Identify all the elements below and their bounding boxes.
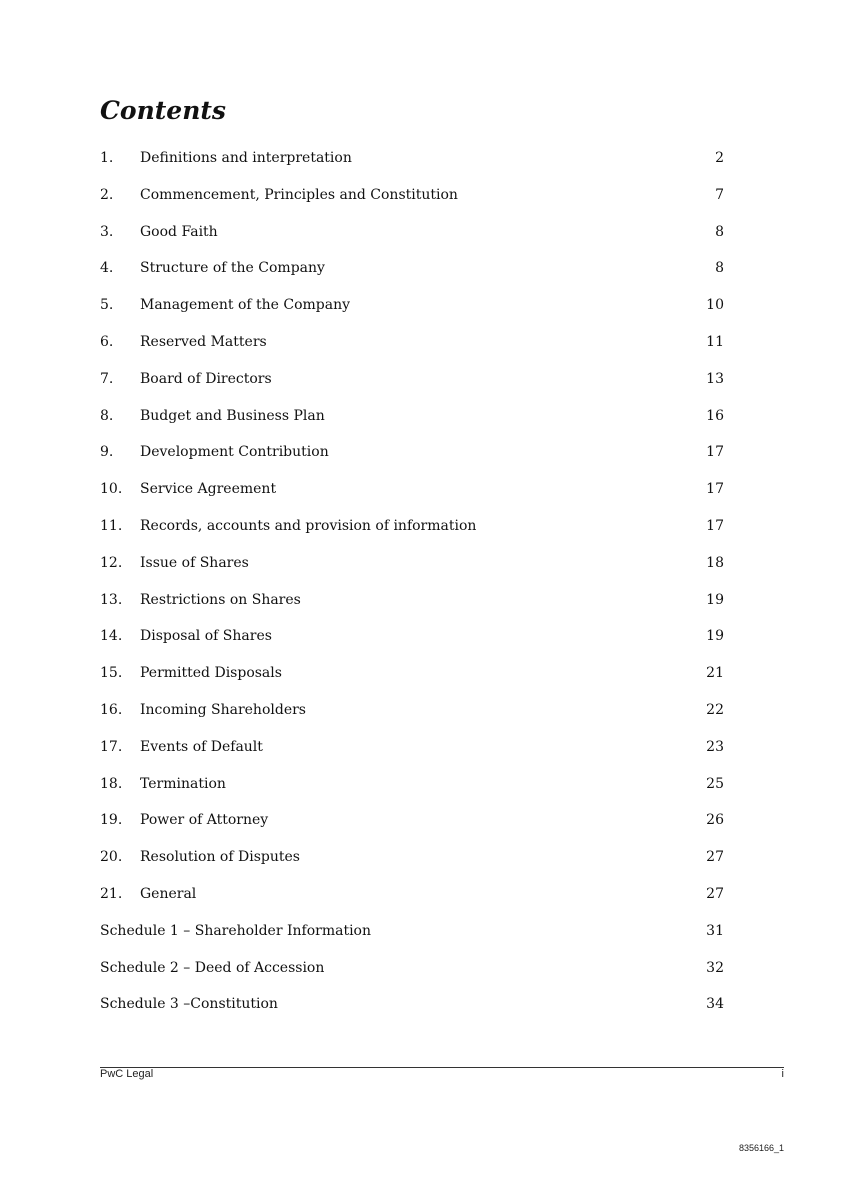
toc-entry[interactable]	[100, 692, 724, 729]
toc-entry[interactable]	[100, 545, 724, 582]
toc-entry-title: Structure of the Company	[140, 260, 325, 277]
toc-entry-page: 27	[706, 849, 724, 866]
document-reference: 8356166_1	[738, 1143, 784, 1153]
toc-entry-title: Records, accounts and provision of information	[140, 517, 477, 534]
toc-entry-page: 21	[706, 665, 724, 682]
toc-entry-page: 17	[706, 481, 724, 498]
toc-schedule-title: Schedule 3 –Constitution	[100, 996, 278, 1013]
toc-entry[interactable]	[100, 802, 724, 839]
toc-entry-number: 15.	[100, 665, 123, 682]
toc-schedule-title: Schedule 2 – Deed of Accession	[100, 959, 325, 976]
toc-schedule-entry[interactable]	[100, 986, 724, 1023]
toc-entry-number: 13.	[100, 591, 123, 608]
toc-entry-number: 2.	[100, 186, 114, 203]
toc-entry-title: Management of the Company	[140, 297, 351, 314]
toc-entry[interactable]	[100, 398, 724, 435]
toc-schedule-title: Schedule 1 – Shareholder Information	[100, 922, 371, 939]
toc-entry[interactable]	[100, 214, 724, 251]
toc-entry[interactable]	[100, 876, 724, 913]
toc-schedule-page: 31	[706, 922, 724, 939]
toc-entry-title: Termination	[140, 775, 226, 792]
footer-firm-name: PwC Legal	[100, 1068, 154, 1080]
toc-entry[interactable]	[100, 729, 724, 766]
toc-entry-number: 19.	[100, 812, 123, 829]
toc-entry-title: Reserved Matters	[140, 333, 267, 350]
toc-entry[interactable]	[100, 177, 724, 214]
toc-entry-page: 17	[706, 517, 724, 534]
toc-entry-title: Events of Default	[140, 738, 263, 755]
toc-entry[interactable]	[100, 839, 724, 876]
toc-entry-page: 13	[706, 370, 724, 387]
toc-entry-page: 22	[706, 701, 724, 718]
toc-entry-page: 27	[706, 885, 724, 902]
toc-entry-page: 8	[715, 260, 724, 277]
footer-page-number: i	[781, 1068, 784, 1080]
toc-schedule-page: 34	[706, 996, 724, 1013]
toc-entry-title: Disposal of Shares	[140, 628, 272, 645]
toc-entry-title: Restrictions on Shares	[140, 591, 301, 608]
toc-entry-number: 8.	[100, 407, 114, 424]
toc-entry-number: 5.	[100, 297, 114, 314]
toc-schedule-page: 32	[706, 959, 724, 976]
toc-entry-title: Incoming Shareholders	[140, 701, 306, 718]
toc-entry-title: Budget and Business Plan	[140, 407, 325, 424]
toc-entry-number: 20.	[100, 849, 123, 866]
toc-entry-title: Development Contribution	[140, 444, 329, 461]
toc-entry-page: 18	[706, 554, 724, 571]
toc-entry-page: 7	[715, 186, 724, 203]
toc-entry-page: 8	[715, 223, 724, 240]
toc-entry-number: 9.	[100, 444, 114, 461]
toc-entry-number: 10.	[100, 481, 123, 498]
toc-entry-page: 16	[706, 407, 724, 424]
toc-entry-number: 12.	[100, 554, 123, 571]
toc-entry-title: Board of Directors	[140, 370, 272, 387]
toc-entry-title: Resolution of Disputes	[140, 849, 300, 866]
toc-entry-page: 26	[706, 812, 724, 829]
toc-entry-number: 17.	[100, 738, 123, 755]
toc-entry-number: 6.	[100, 333, 114, 350]
toc-entry[interactable]	[100, 324, 724, 361]
toc-entry[interactable]	[100, 434, 724, 471]
toc-entry-page: 11	[706, 333, 724, 350]
toc-entry[interactable]	[100, 508, 724, 545]
toc-schedule-entry[interactable]	[100, 913, 724, 950]
toc-entry[interactable]	[100, 471, 724, 508]
toc-entry[interactable]	[100, 250, 724, 287]
toc-entry-number: 14.	[100, 628, 123, 645]
toc-entry-page: 25	[706, 775, 724, 792]
toc-entry-page: 2	[715, 150, 724, 166]
toc-entry[interactable]	[100, 766, 724, 803]
toc-entry-number: 18.	[100, 775, 123, 792]
toc-entry-page: 19	[706, 591, 724, 608]
toc-entry-title: Permitted Disposals	[140, 665, 282, 682]
toc-entry[interactable]	[100, 140, 724, 177]
toc-entry-title: Definitions and interpretation	[140, 150, 352, 166]
table-of-contents	[100, 140, 724, 1023]
toc-entry[interactable]	[100, 361, 724, 398]
toc-entry[interactable]	[100, 582, 724, 619]
toc-entry-title: General	[140, 885, 197, 902]
toc-entry-page: 23	[706, 738, 724, 755]
toc-entry-number: 3.	[100, 223, 114, 240]
toc-entry-title: Service Agreement	[140, 481, 277, 498]
toc-entry-title: Good Faith	[140, 223, 218, 240]
toc-entry-title: Commencement, Principles and Constitution	[140, 186, 458, 203]
toc-entry-title: Power of Attorney	[140, 812, 269, 829]
toc-entry-number: 11.	[100, 517, 123, 534]
page-title: Contents	[100, 96, 227, 125]
toc-entry-number: 4.	[100, 260, 114, 277]
toc-entry[interactable]	[100, 655, 724, 692]
toc-entry[interactable]	[100, 287, 724, 324]
toc-entry-number: 7.	[100, 370, 114, 387]
toc-entry-page: 17	[706, 444, 724, 461]
toc-entry-title: Issue of Shares	[140, 554, 249, 571]
toc-schedule-entry[interactable]	[100, 950, 724, 987]
footer-divider	[100, 1067, 784, 1068]
toc-entry-number: 1.	[100, 150, 114, 166]
toc-entry-number: 16.	[100, 701, 123, 718]
toc-entry-number: 21.	[100, 885, 123, 902]
toc-entry[interactable]	[100, 618, 724, 655]
toc-entry-page: 10	[706, 297, 724, 314]
toc-entry-page: 19	[706, 628, 724, 645]
